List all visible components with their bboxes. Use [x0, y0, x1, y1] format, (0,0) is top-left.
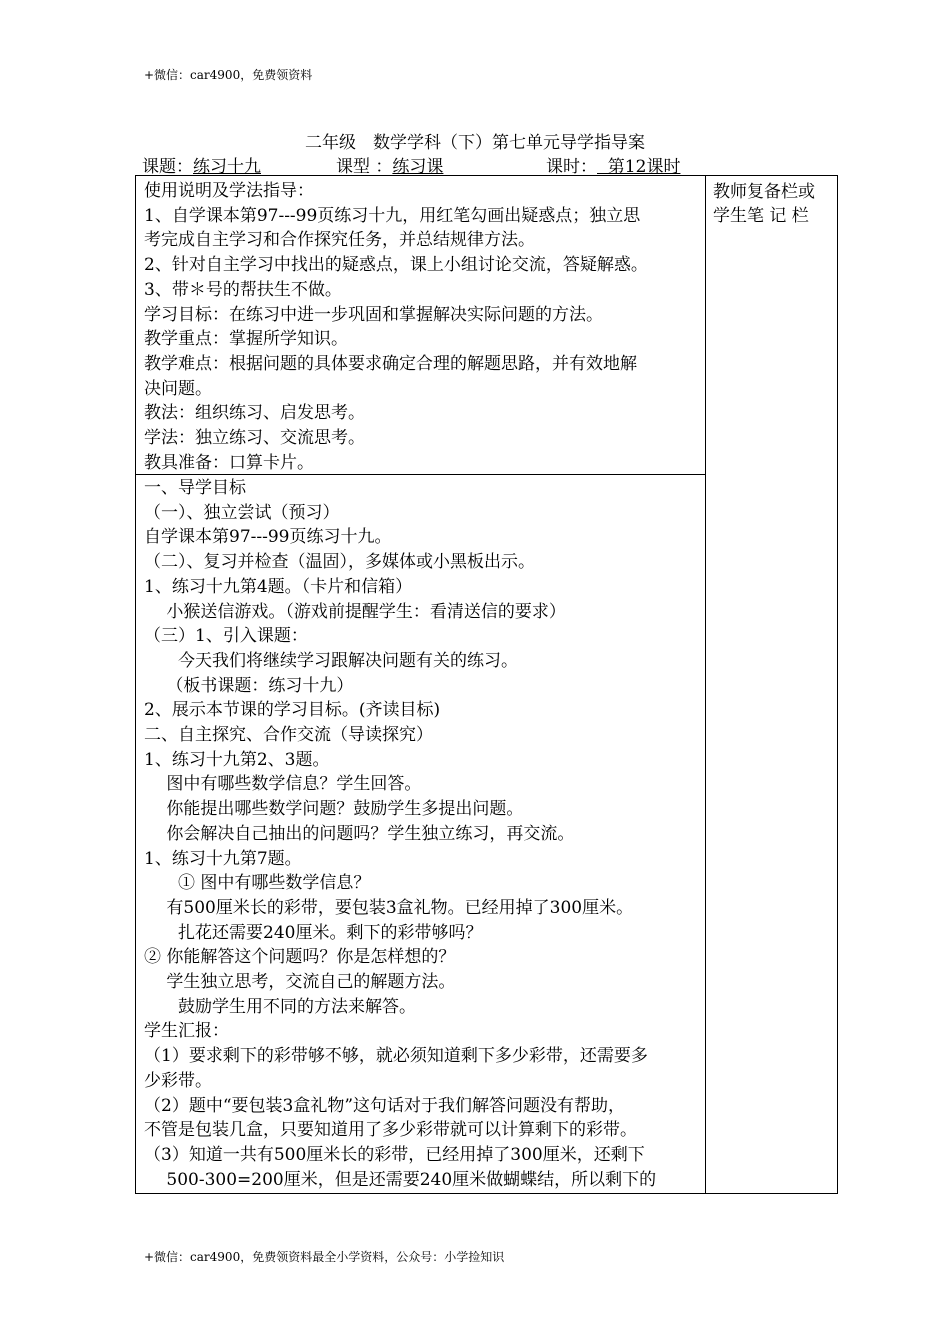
lesson-process-section [144, 476, 704, 1192]
text-line: 教法：组织练习、启发思考。 [144, 403, 365, 424]
text-line: 今天我们将继续学习跟解决问题有关的练习。 [144, 650, 518, 671]
type-value: 练习课 [392, 157, 444, 177]
text-line: 自学课本第97---99页练习十九。 [144, 527, 392, 548]
text-line: 2、展示本节课的学习目标。(齐读目标) [144, 700, 441, 721]
period-label: 课时： [546, 157, 597, 177]
text-line: （一）、独立尝试（预习） [144, 502, 340, 523]
type-label: 课型 ： [336, 157, 393, 177]
period-field [546, 152, 680, 177]
text-line: （3）知道一共有500厘米长的彩带，已经用掉了300厘米，还剩下 [144, 1144, 645, 1165]
instructions-section [144, 179, 704, 475]
text-line: ② 你能解答这个问题吗？你是怎样想的？ [144, 947, 456, 968]
notes-column-line: 教师复备栏或 [713, 182, 815, 202]
text-line: 有500厘米长的彩带，要包装3盒礼物。已经用掉了300厘米。 [144, 897, 634, 918]
text-line: 1、练习十九第2、3题。 [144, 749, 330, 770]
text-line: 学生独立思考，交流自己的解题方法。 [144, 972, 456, 993]
text-line: 2、针对自主学习中找出的疑惑点，课上小组讨论交流，答疑解惑。 [144, 255, 648, 276]
text-line: 学法：独立练习、交流思考。 [144, 428, 365, 449]
notes-column [713, 180, 833, 228]
text-line: 教学重点：掌握所学知识。 [144, 329, 348, 350]
topic-field [142, 152, 261, 177]
text-line: 不管是包装几盒，只要知道用了多少彩带就可以计算剩下的彩带。 [144, 1120, 637, 1141]
text-line: （三）1、引入课题： [144, 626, 308, 647]
page-header: +微信：car4900，免费领资料 [144, 68, 313, 82]
text-line: ① 图中有哪些数学信息？ [144, 873, 371, 894]
text-line: 考完成自主学习和合作探究任务，并总结规律方法。 [144, 230, 535, 251]
page-footer: +微信：car4900，免费领资料最全小学资料，公众号：小学捡知识 [144, 1250, 505, 1264]
notes-column-line: 学生笔 记 栏 [713, 206, 809, 226]
text-line: 1、练习十九第4题。（卡片和信箱） [144, 576, 413, 597]
page-title: 二年级 数学学科（下）第七单元导学指导案 [305, 133, 645, 153]
text-line: 扎花还需要240厘米。剩下的彩带够吗？ [144, 922, 483, 943]
text-line: 3、带＊号的帮扶生不做。 [144, 279, 342, 300]
text-line: 小猴送信游戏。（游戏前提醒学生：看清送信的要求） [144, 601, 566, 622]
text-line: 图中有哪些数学信息？学生回答。 [144, 774, 422, 795]
text-line: （板书课题：练习十九） [144, 675, 354, 696]
text-line: （1）要求剩下的彩带够不够，就必须知道剩下多少彩带，还需要多 [144, 1046, 648, 1067]
text-line: 教具准备：口算卡片。 [144, 452, 314, 473]
text-line: 你能提出哪些数学问题？鼓励学生多提出问题。 [144, 799, 524, 820]
text-line: （2）题中“要包装3盒礼物”这句话对于我们解答问题没有帮助， [144, 1095, 626, 1116]
text-line: 鼓励学生用不同的方法来解答。 [144, 996, 416, 1017]
period-value: 第12课时 [597, 157, 681, 177]
text-line: 1、自学课本第97---99页练习十九，用红笔勾画出疑惑点；独立思 [144, 205, 641, 226]
text-line: 你会解决自己抽出的问题吗？学生独立练习，再交流。 [144, 823, 575, 844]
topic-label: 课题： [142, 157, 193, 177]
text-line: 学习目标：在练习中进一步巩固和掌握解决实际问题的方法。 [144, 304, 603, 325]
text-line: 少彩带。 [144, 1070, 212, 1091]
column-divider [705, 176, 706, 1193]
text-line: （二）、复习并检查（温固），多媒体或小黑板出示。 [144, 552, 535, 573]
text-line: 二、自主探究、合作交流（导读探究） [144, 725, 433, 746]
type-field [336, 152, 443, 177]
topic-value: 练习十九 [193, 157, 261, 177]
text-line: 使用说明及学法指导： [144, 181, 314, 201]
text-line: 决问题。 [144, 378, 212, 399]
lesson-table [135, 175, 838, 1194]
text-line: 教学难点：根据问题的具体要求确定合理的解题思路，并有效地解 [144, 353, 637, 374]
text-line: 一、导学目标 [144, 478, 246, 498]
text-line: 500-300=200厘米，但是还需要240厘米做蝴蝶结，所以剩下的 [144, 1169, 657, 1190]
text-line: 学生汇报： [144, 1021, 229, 1042]
text-line: 1、练习十九第7题。 [144, 848, 302, 869]
